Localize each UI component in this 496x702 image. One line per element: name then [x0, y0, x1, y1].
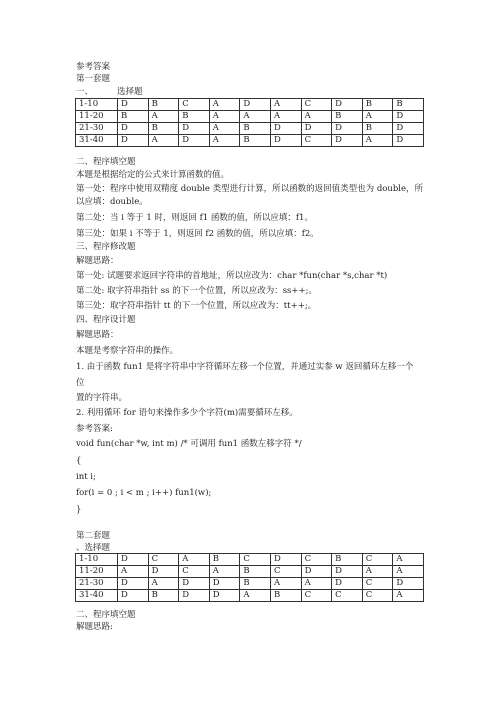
answer-cell: D — [118, 554, 149, 566]
answer-cell: C — [240, 554, 271, 566]
answer-cell: D — [301, 566, 332, 578]
answer-cell: B — [240, 123, 271, 135]
paragraph: 第一处：程序中使用双精度 double 类型进行计算，所以函数的返回值类型也为 double，所 — [76, 184, 424, 194]
answer-cell: A — [393, 554, 424, 566]
question-range-cell: 1-10 — [76, 99, 118, 111]
answer-cell: D — [332, 99, 363, 111]
paragraph: 置的字符串。 — [76, 393, 128, 403]
table-row — [76, 578, 424, 590]
paragraph: 1. 由于函数 fun1 是将字符串中字符循环左移一个位置，并通过实参 w 返回循环左移一个 — [76, 362, 414, 372]
answer-cell: B — [179, 111, 210, 123]
answer-cell: A — [148, 111, 179, 123]
answer-cell: A — [209, 111, 240, 123]
table-row — [76, 123, 424, 135]
table-row — [76, 135, 424, 147]
answer-cell: B — [148, 99, 179, 111]
answer-cell: C — [362, 554, 393, 566]
answer-cell: B — [240, 566, 271, 578]
answer-cell: C — [148, 554, 179, 566]
code-line: for(i = 0 ; i < m ; i++) fun1(w); — [76, 488, 212, 498]
answer-cell: A — [209, 566, 240, 578]
question-range-cell: 11-20 — [76, 111, 118, 123]
table-row — [76, 99, 424, 111]
question-range-cell: 21-30 — [76, 578, 118, 590]
answer-cell: D — [393, 123, 424, 135]
answer-cell: A — [240, 111, 271, 123]
paragraph: 解题思路: — [76, 622, 113, 632]
answer-cell: A — [362, 111, 393, 123]
answer-cell: D — [270, 135, 301, 147]
paragraph: 本题是考察字符串的操作。 — [76, 346, 179, 356]
answer-cell: D — [118, 135, 149, 147]
answer-cell: A — [270, 111, 301, 123]
table-row — [76, 590, 424, 602]
paragraph: 解题思路： — [76, 330, 119, 340]
table-row — [76, 554, 424, 566]
answer-cell: D — [179, 123, 210, 135]
answer-cell: A — [148, 578, 179, 590]
answer-cell: B — [362, 123, 393, 135]
table-row — [76, 111, 424, 123]
answer-cell: A — [270, 99, 301, 111]
answer-cell: D — [118, 578, 149, 590]
answer-cell: D — [270, 554, 301, 566]
answer-cell: A — [179, 554, 210, 566]
answer-cell: A — [270, 578, 301, 590]
paragraph: 2. 利用循环 for 语句来操作多少个字符(m)需要循环左移。 — [76, 408, 298, 418]
section-label: 选择题 — [117, 87, 143, 97]
answer-cell: D — [332, 578, 363, 590]
paragraph: 以应填：double。 — [76, 197, 148, 207]
question-range-cell: 31-40 — [76, 135, 118, 147]
paragraph: 第二处: 取字符串指针 ss 的下一个位置，所以应改为：ss++;。 — [76, 286, 318, 296]
section-number: 一、 — [76, 87, 94, 97]
question-range-cell: 11-20 — [76, 566, 118, 578]
answer-cell: B — [332, 111, 363, 123]
answer-cell: A — [240, 590, 271, 602]
answer-cell: C — [179, 566, 210, 578]
answer-cell: B — [393, 99, 424, 111]
answer-cell: D — [148, 566, 179, 578]
paragraph: 第三处：如果 i 不等于 1，则返回 f2 函数的值，所以应填：f2。 — [76, 229, 319, 239]
question-range-cell: 31-40 — [76, 590, 118, 602]
answer-cell: C — [179, 99, 210, 111]
section-choice-heading: 、选择题 — [76, 543, 111, 553]
answer-table-set-1 — [75, 98, 424, 147]
answer-cell: D — [209, 578, 240, 590]
paragraph: 第三处：取字符串指针 tt 的下一个位置，所以应改为：tt++;。 — [76, 301, 317, 311]
section-design-heading: 四、程序设计题 — [76, 315, 136, 325]
code-line: void fun(char *w, int m) /* 可调用 fun1 函数左移字符 */ — [76, 439, 302, 449]
answer-cell: D — [118, 99, 149, 111]
answer-cell: C — [301, 554, 332, 566]
answer-cell: D — [270, 123, 301, 135]
section-fill-heading: 二、程序填空题 — [76, 610, 136, 620]
answer-cell: D — [179, 578, 210, 590]
answer-cell: D — [301, 123, 332, 135]
answer-cell: D — [240, 99, 271, 111]
answer-cell: B — [270, 590, 301, 602]
paragraph: 第一处: 试题要求返回字符串的首地址，所以应改为：char *fun(char *s,char *t) — [76, 271, 388, 281]
title-answers: 参考答案 — [76, 62, 111, 72]
answer-cell: B — [332, 554, 363, 566]
answer-cell: B — [240, 578, 271, 590]
section-fix-heading: 三、程序修改题 — [76, 242, 136, 252]
paragraph: 参考答案: — [76, 424, 113, 434]
section-fill-heading: 二、程序填空题 — [76, 157, 136, 167]
answer-cell: B — [148, 590, 179, 602]
paragraph: 第二处：当 i 等于 1 时，则返回 f1 函数的值，所以应填：f1。 — [76, 213, 313, 223]
code-line: { — [76, 456, 82, 466]
answer-cell: C — [332, 590, 363, 602]
answer-cell: A — [118, 566, 149, 578]
answer-cell: D — [393, 135, 424, 147]
paragraph: 解题思路： — [76, 256, 119, 266]
answer-cell: A — [148, 135, 179, 147]
table-row — [76, 566, 424, 578]
answer-cell: D — [332, 135, 363, 147]
answer-cell: A — [301, 578, 332, 590]
answer-cell: C — [301, 135, 332, 147]
answer-cell: A — [362, 135, 393, 147]
question-range-cell: 21-30 — [76, 123, 118, 135]
answer-cell: C — [270, 566, 301, 578]
answer-cell: D — [118, 123, 149, 135]
answer-cell: B — [209, 554, 240, 566]
answer-cell: D — [179, 135, 210, 147]
set-1-heading: 第一套题 — [76, 74, 111, 84]
answer-cell: A — [209, 99, 240, 111]
answer-cell: A — [209, 123, 240, 135]
set-2-heading: 第二套题 — [76, 531, 111, 541]
answer-cell: C — [362, 578, 393, 590]
code-line: } — [76, 505, 82, 515]
answer-cell: C — [301, 99, 332, 111]
answer-cell: B — [240, 135, 271, 147]
answer-cell: D — [393, 578, 424, 590]
answer-cell: D — [118, 590, 149, 602]
answer-cell: A — [393, 590, 424, 602]
answer-table-set-2 — [75, 553, 424, 602]
answer-cell: B — [362, 99, 393, 111]
answer-cell: A — [362, 566, 393, 578]
answer-cell: A — [393, 566, 424, 578]
answer-cell: D — [332, 566, 363, 578]
answer-cell: D — [209, 590, 240, 602]
answer-cell: C — [301, 590, 332, 602]
paragraph: 位 — [76, 378, 85, 388]
section-choice-heading — [76, 87, 143, 98]
answer-cell: D — [179, 590, 210, 602]
answer-cell: C — [362, 590, 393, 602]
question-range-cell: 1-10 — [76, 554, 118, 566]
paragraph: 本题是根据给定的公式来计算函数的值。 — [76, 170, 230, 180]
answer-cell: D — [332, 123, 363, 135]
answer-cell: D — [393, 111, 424, 123]
answer-cell: B — [148, 123, 179, 135]
answer-cell: A — [209, 135, 240, 147]
answer-cell: A — [301, 111, 332, 123]
answer-cell: B — [118, 111, 149, 123]
code-line: int i; — [76, 472, 96, 482]
